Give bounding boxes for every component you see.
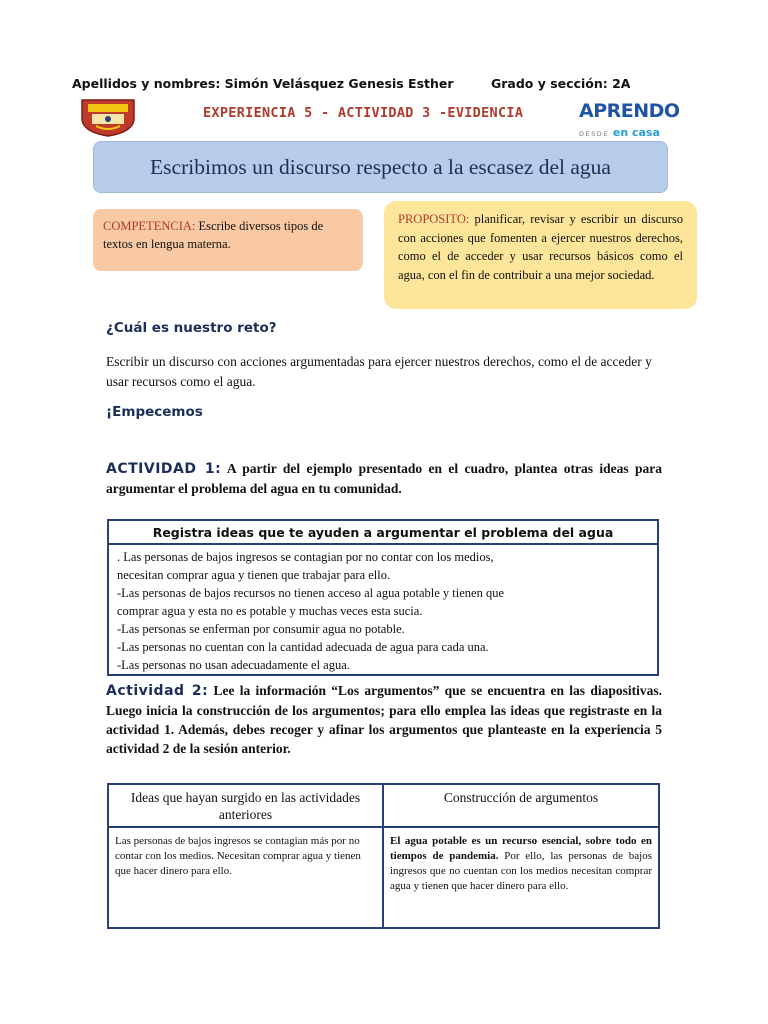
- proposito-box: [384, 201, 697, 309]
- aprendo-en-casa-logo: [579, 100, 680, 140]
- page-title: Escribimos un discurso respecto a la escasez del agua: [150, 154, 611, 179]
- grade-section-line: Grado y sección: 2A: [491, 76, 631, 91]
- competencia-box: [93, 209, 363, 271]
- student-name-line: Apellidos y nombres: Simón Velásquez Genesis Esther: [72, 76, 454, 91]
- competencia-text: Escribe diversos tipos de textos en lengua materna.: [103, 219, 324, 251]
- idea-line: -Las personas no usan adecuadamente el agua.: [117, 658, 350, 672]
- school-crest-icon: [78, 96, 138, 138]
- argument-table: [107, 783, 660, 929]
- proposito-label: PROPOSITO:: [398, 212, 470, 226]
- table-cell-argumento: [384, 828, 658, 929]
- ideas-box: [107, 519, 659, 676]
- ideas-box-header: Registra ideas que te ayuden a argumentar el problema del agua: [109, 521, 657, 545]
- ideas-box-body: [109, 545, 657, 674]
- actividad-1: [106, 459, 662, 499]
- table-header-ideas: Ideas que hayan surgido en las actividades anteriores: [109, 785, 384, 826]
- actividad-1-text: A partir del ejemplo presentado en el cuadro, plantea otras ideas para argumentar el problema del agua en tu comunidad.: [106, 461, 662, 496]
- table-header-row: [109, 785, 658, 828]
- reto-text: Escribir un discurso con acciones argumentadas para ejercer nuestros derechos, como el de acceder y usar recursos como el agua.: [106, 354, 652, 389]
- actividad-1-label: ACTIVIDAD 1:: [106, 461, 222, 477]
- idea-line: comprar agua y esta no es potable y muchas veces esta sucia.: [117, 604, 423, 618]
- argument-rest: Por ello, las personas de bajos ingresos que no cuentan con los medios necesitan comprar agua y tienen que hacer dinero para ello.: [390, 850, 652, 892]
- idea-line: necesitan comprar agua y tienen que trabajar para ello.: [117, 568, 391, 582]
- actividad-2-label: Actividad 2:: [106, 683, 209, 699]
- empecemos-heading: ¡Empecemos: [106, 404, 203, 420]
- table-row: [109, 828, 658, 929]
- brand-main: APRENDO: [579, 100, 680, 122]
- brand-casa: en casa: [612, 126, 660, 139]
- argument-bold: El agua potable es un recurso esencial, sobre todo en tiempos de pandemia.: [390, 835, 652, 862]
- idea-line: -Las personas no cuentan con la cantidad adecuada de agua para cada una.: [117, 640, 489, 654]
- actividad-2: [106, 681, 662, 758]
- experience-title: EXPERIENCIA 5 - ACTIVIDAD 3 -EVIDENCIA: [203, 105, 524, 121]
- idea-line: -Las personas se enferman por consumir agua no potable.: [117, 622, 405, 636]
- actividad-2-text: Lee la información “Los argumentos” que se encuentra en las diapositivas. Luego inicia la construcción de los argumentos; para ello emplea las ideas que registraste en la actividad 1. Además, debes recoger y afinar los argumentos que planteaste en la experiencia 5 actividad 2 de la sesión anterior.: [106, 683, 662, 756]
- proposito-text: planificar, revisar y escribir un discurso con acciones que fomenten a ejercer nuestros derechos, como el de acceder y usar recursos básicos como el agua, con el fin de contribuir a una mejor sociedad.: [398, 212, 683, 282]
- reto-heading: ¿Cuál es nuestro reto?: [106, 320, 277, 336]
- idea-line: -Las personas de bajos recursos no tienen acceso al agua potable y tienen que: [117, 586, 505, 600]
- idea-line: . Las personas de bajos ingresos se contagian por no contar con los medios,: [117, 550, 494, 564]
- competencia-label: COMPETENCIA:: [103, 219, 196, 233]
- title-banner: [93, 141, 668, 193]
- table-header-construccion: Construcción de argumentos: [443, 790, 599, 805]
- brand-sub: DESDE: [579, 130, 609, 138]
- table-cell-ideas: Las personas de bajos ingresos se contagian más por no contar con los medios. Necesitan comprar agua y tienen que hacer dinero para ello.: [109, 828, 384, 929]
